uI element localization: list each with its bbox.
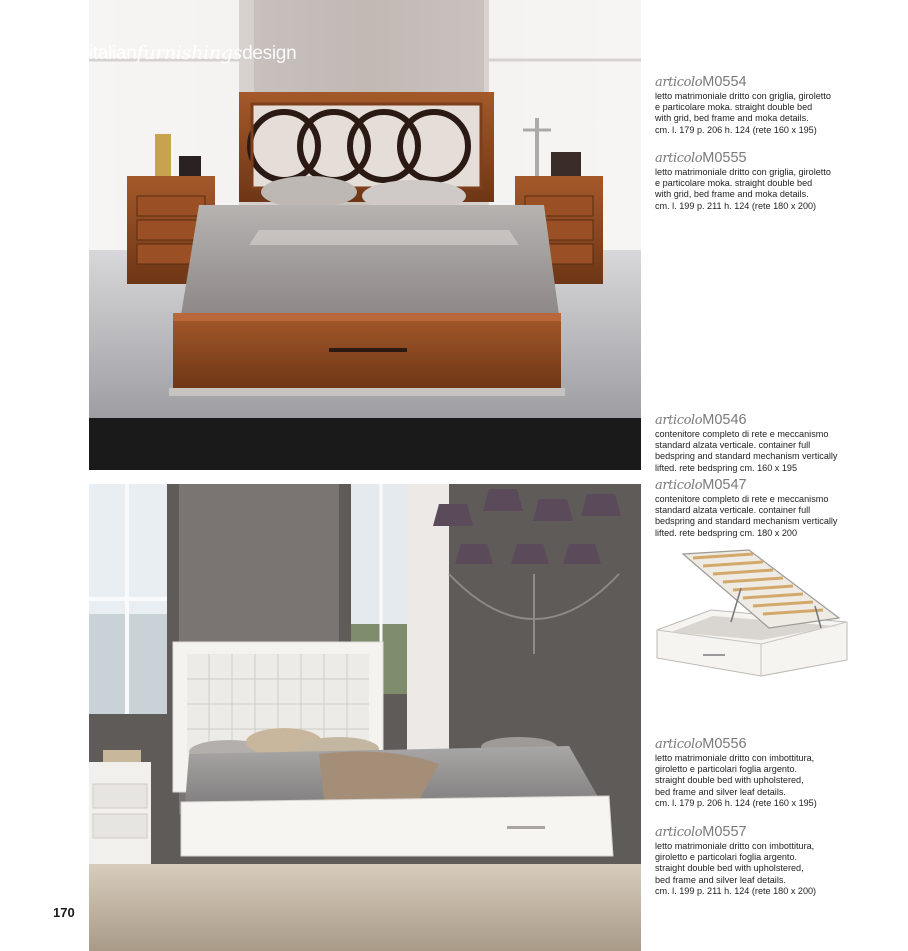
lifted-bedspring-illustration (651, 548, 851, 680)
article-label: articolo (655, 151, 703, 166)
walnut-bed-illustration (89, 0, 641, 470)
article-m0546 (655, 412, 860, 474)
article-description: contenitore completo di rete e meccanismo standard alzata verticale. container full bedspring and standard mechanism vertically lifted. rete bedspring cm. 160 x 195 (655, 429, 838, 473)
article-description: letto matrimoniale dritto con imbottitura, giroletto e particolari foglia argento. straight double bed with upholstered, bed frame and silver leaf details. cm. l. 179 p. 206 h. 124 (rete 160 x 195) (655, 753, 817, 808)
article-heading (655, 736, 855, 753)
article-heading (655, 74, 855, 91)
article-code: M0555 (702, 150, 747, 166)
white-bed-photo (89, 484, 641, 951)
article-heading (655, 412, 860, 429)
white-bed-illustration (89, 484, 641, 951)
article-m0554 (655, 74, 855, 136)
article-description: letto matrimoniale dritto con griglia, giroletto e particolare moka. straight double bed with grid, bed frame and moka details. cm. l. 179 p. 206 h. 124 (rete 160 x 195) (655, 91, 831, 135)
article-label: articolo (655, 737, 703, 752)
article-m0555 (655, 150, 855, 212)
article-code: M0557 (702, 824, 747, 840)
article-m0557 (655, 824, 855, 897)
article-description: contenitore completo di rete e meccanismo standard alzata verticale. container full bedspring and standard mechanism vertically lifted. rete bedspring cm. 180 x 200 (655, 494, 838, 538)
article-m0547 (655, 477, 860, 539)
article-code: M0547 (702, 477, 747, 493)
article-code: M0556 (702, 736, 747, 752)
article-heading (655, 824, 855, 841)
article-label: articolo (655, 478, 703, 493)
storage-bed-product-image (651, 548, 851, 680)
page-number: 170 (53, 905, 75, 920)
article-heading (655, 477, 860, 494)
brand-part-2: furnishings (136, 42, 243, 64)
article-label: articolo (655, 825, 703, 840)
article-m0556 (655, 736, 855, 809)
article-description: letto matrimoniale dritto con imbottitura, giroletto e particolari foglia argento. straight double bed with upholstered, bed frame and silver leaf details. cm. l. 199 p. 211 h. 124 (rete 180 x 200) (655, 841, 817, 896)
article-label: articolo (655, 75, 703, 90)
brand-wordmark (89, 42, 296, 65)
brand-part-1: italian (89, 43, 137, 64)
article-description: letto matrimoniale dritto con griglia, giroletto e particolare moka. straight double bed with grid, bed frame and moka details. cm. l. 199 p. 211 h. 124 (rete 180 x 200) (655, 167, 831, 211)
brand-part-3: design (242, 43, 297, 64)
article-code: M0554 (702, 74, 747, 90)
article-code: M0546 (702, 412, 747, 428)
article-heading (655, 150, 855, 167)
article-label: articolo (655, 413, 703, 428)
walnut-bed-photo (89, 0, 641, 470)
